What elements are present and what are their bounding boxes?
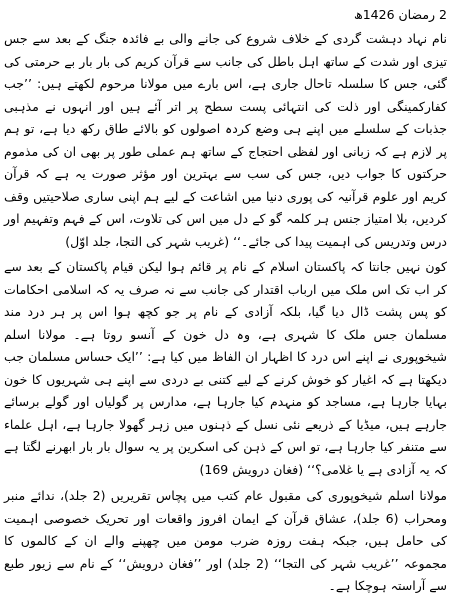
- paragraph-quran-desecration: نام نہاد دہشت گردی کے خلاف شروع کی جانے والی بے فائدہ جنگ کے بعد سے جس تیزی اور شدت کے ساتھ اہل باطل کی جانب سے قرآن کریم کی بار بار بے حرمتی کی گئی، جس کا سلسلہ تاحال جاری ہے، اس بارے میں مولانا مرحوم لکھتے ہیں: ’’جب کفارکمینگی اور ذلت کی انتہائی پست سطح پر اتر آئے ہیں اور انہوں نے مذہبی جذبات کے سلسلے میں اپنے ہی وضع کردہ اصولوں کو بالائے طاق رکھ دیا ہے، تو ہم پر لازم ہے کہ زبانی اور لفظی احتجاج کے ساتھ ہم عملی طور پر بھی ان کی مذموم حرکتوں کا جواب دیں، جس کی سب سے بہترین اور مؤثر صورت یہ ہے کہ قرآن کریم اور علوم قرآنیہ کی پوری دنیا میں اشاعت کے لیے ہم اپنی ساری صلاحیتیں وقف کردیں، بلا امتیاز جنس ہر کلمہ گو کے دل میں اس کی تلاوت، اس کے فہم وتفہیم اور درس وتدریس کی اہمیت پیدا کی جائے۔‘‘ (غریب شہر کی التجا، جلد اوّل): [4, 31, 447, 249]
- article-date: 2 رمضان 1426ھ: [353, 7, 447, 22]
- paragraph-pakistan-independence: کون نہیں جانتا کہ پاکستان اسلام کے نام پر قائم ہوا لیکن قیام پاکستان کے بعد سے کر اب تک اس ملک میں ارباب اقتدار کی جانب سے نہ صرف یہ کہ اسلامی احکامات کو پس پشت ڈال دیا گیا، بلکہ آزادی کے نام پر جو کچھ ہوا اس پر ہر درد مند مسلمان جس ملک کا شہری ہے، وہ دل خون کے آنسو روتا ہے۔ مولانا اسلم شیخوپوری نے اپنے اس درد کا اظہار ان الفاظ میں کیا ہے: ’’ایک حساس مسلمان جب دیکھتا ہے کہ اغیار کو خوش کرنے کے لیے کتنی بے دردی سے اپنے ہی شہریوں کا خون بہایا جارہا ہے، مساجد کو منہدم کیا جارہا ہے، مدارس پر گولیاں اور گولے برسائے جارہے ہیں، میڈیا کے ذریعے نئی نسل کے ذہنوں میں زہر گھولا جارہا ہے، اہل علماء سے متنفر کیا جارہا ہے، تو اس کے ذہن کی اسکرین پر یہ سوال بار بار ابھرنے لگتا ہے کہ یہ آزادی ہے یا غلامی؟‘‘ (فغان درویش 169): [4, 259, 447, 477]
- paragraph-books-list: مولانا اسلم شیخوپوری کی مقبول عام کتب میں پچاس تقریریں (2 جلد)، ندائے منبر ومحراب (6 جلد)، عشاق قرآن کے ایمان افروز واقعات اور تحریک خصوصی اہمیت کی حامل ہیں، جبکہ ہفت روزہ ضرب مومن میں چھپنے والے ان کے کالموں کا مجموعہ ’’غریب شہر کی التجا‘‘ (2 جلد) اور ’’فغان درویش‘‘ کے نام سے زیور طبع سے آراستہ ہوچکا ہے۔: [4, 488, 448, 593]
